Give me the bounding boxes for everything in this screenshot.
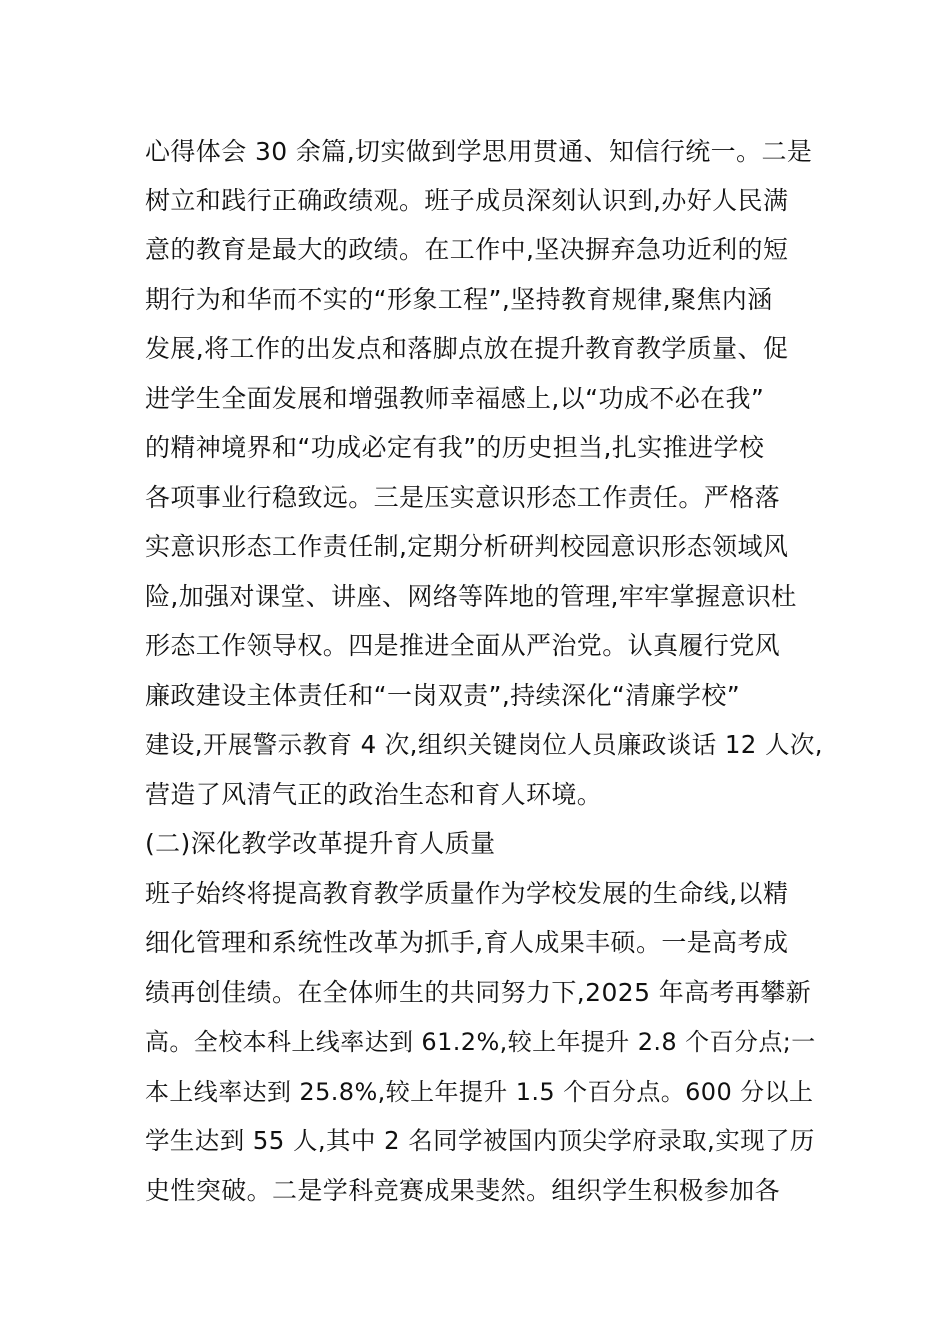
text-line: 树立和践行正确政绩观。班子成员深刻认识到,办好人民满 [145,186,789,215]
text-line: 本上线率达到 25.8%,较上年提升 1.5 个百分点。600 分以上 [145,1078,814,1106]
text-line: 学生达到 55 人,其中 2 名同学被国内顶尖学府录取,实现了历 [145,1126,815,1155]
text-line: 期行为和华而不实的“形象工程”,坚持教育规律,聚焦内涵 [145,285,773,314]
text-line: 形态工作领导权。四是推进全面从严治党。认真履行党风 [145,631,781,660]
text-line: 绩再创佳绩。在全体师生的共同努力下,2025 年高考再攀新 [145,978,812,1007]
text-line: 史性突破。二是学科竞赛成果斐然。组织学生积极参加各 [145,1176,781,1205]
text-line: 发展,将工作的出发点和落脚点放在提升教育教学质量、促 [145,334,789,363]
text-line: 实意识形态工作责任制,定期分析研判校园意识形态领域风 [145,532,789,561]
text-line: 细化管理和系统性改革为抓手,育人成果丰硕。一是高考成 [145,928,789,957]
text-line: 建设,开展警示教育 4 次,组织关键岗位人员廉政谈话 12 人次, [145,730,823,759]
text-line: 营造了风清气正的政治生态和育人环境。 [145,780,603,809]
text-line: 廉政建设主体责任和“一岗双责”,持续深化“清廉学校” [145,681,741,710]
section-heading: (二)深化教学改革提升育人质量 [145,829,496,858]
text-line: 班子始终将提高教育教学质量作为学校发展的生命线,以精 [145,879,789,908]
text-line: 意的教育是最大的政绩。在工作中,坚决摒弃急功近利的短 [145,235,789,264]
text-line: 的精神境界和“功成必定有我”的历史担当,扎实推进学校 [145,433,765,462]
text-line: 心得体会 30 余篇,切实做到学思用贯通、知信行统一。二是 [145,137,813,166]
text-line: 各项事业行稳致远。三是压实意识形态工作责任。严格落 [145,483,781,512]
text-line: 险,加强对课堂、讲座、网络等阵地的管理,牢牢掌握意识杜 [145,582,797,611]
text-line: 高。全校本科上线率达到 61.2%,较上年提升 2.8 个百分点;一 [145,1028,816,1056]
text-line: 进学生全面发展和增强教师幸福感上,以“功成不必在我” [145,384,765,413]
